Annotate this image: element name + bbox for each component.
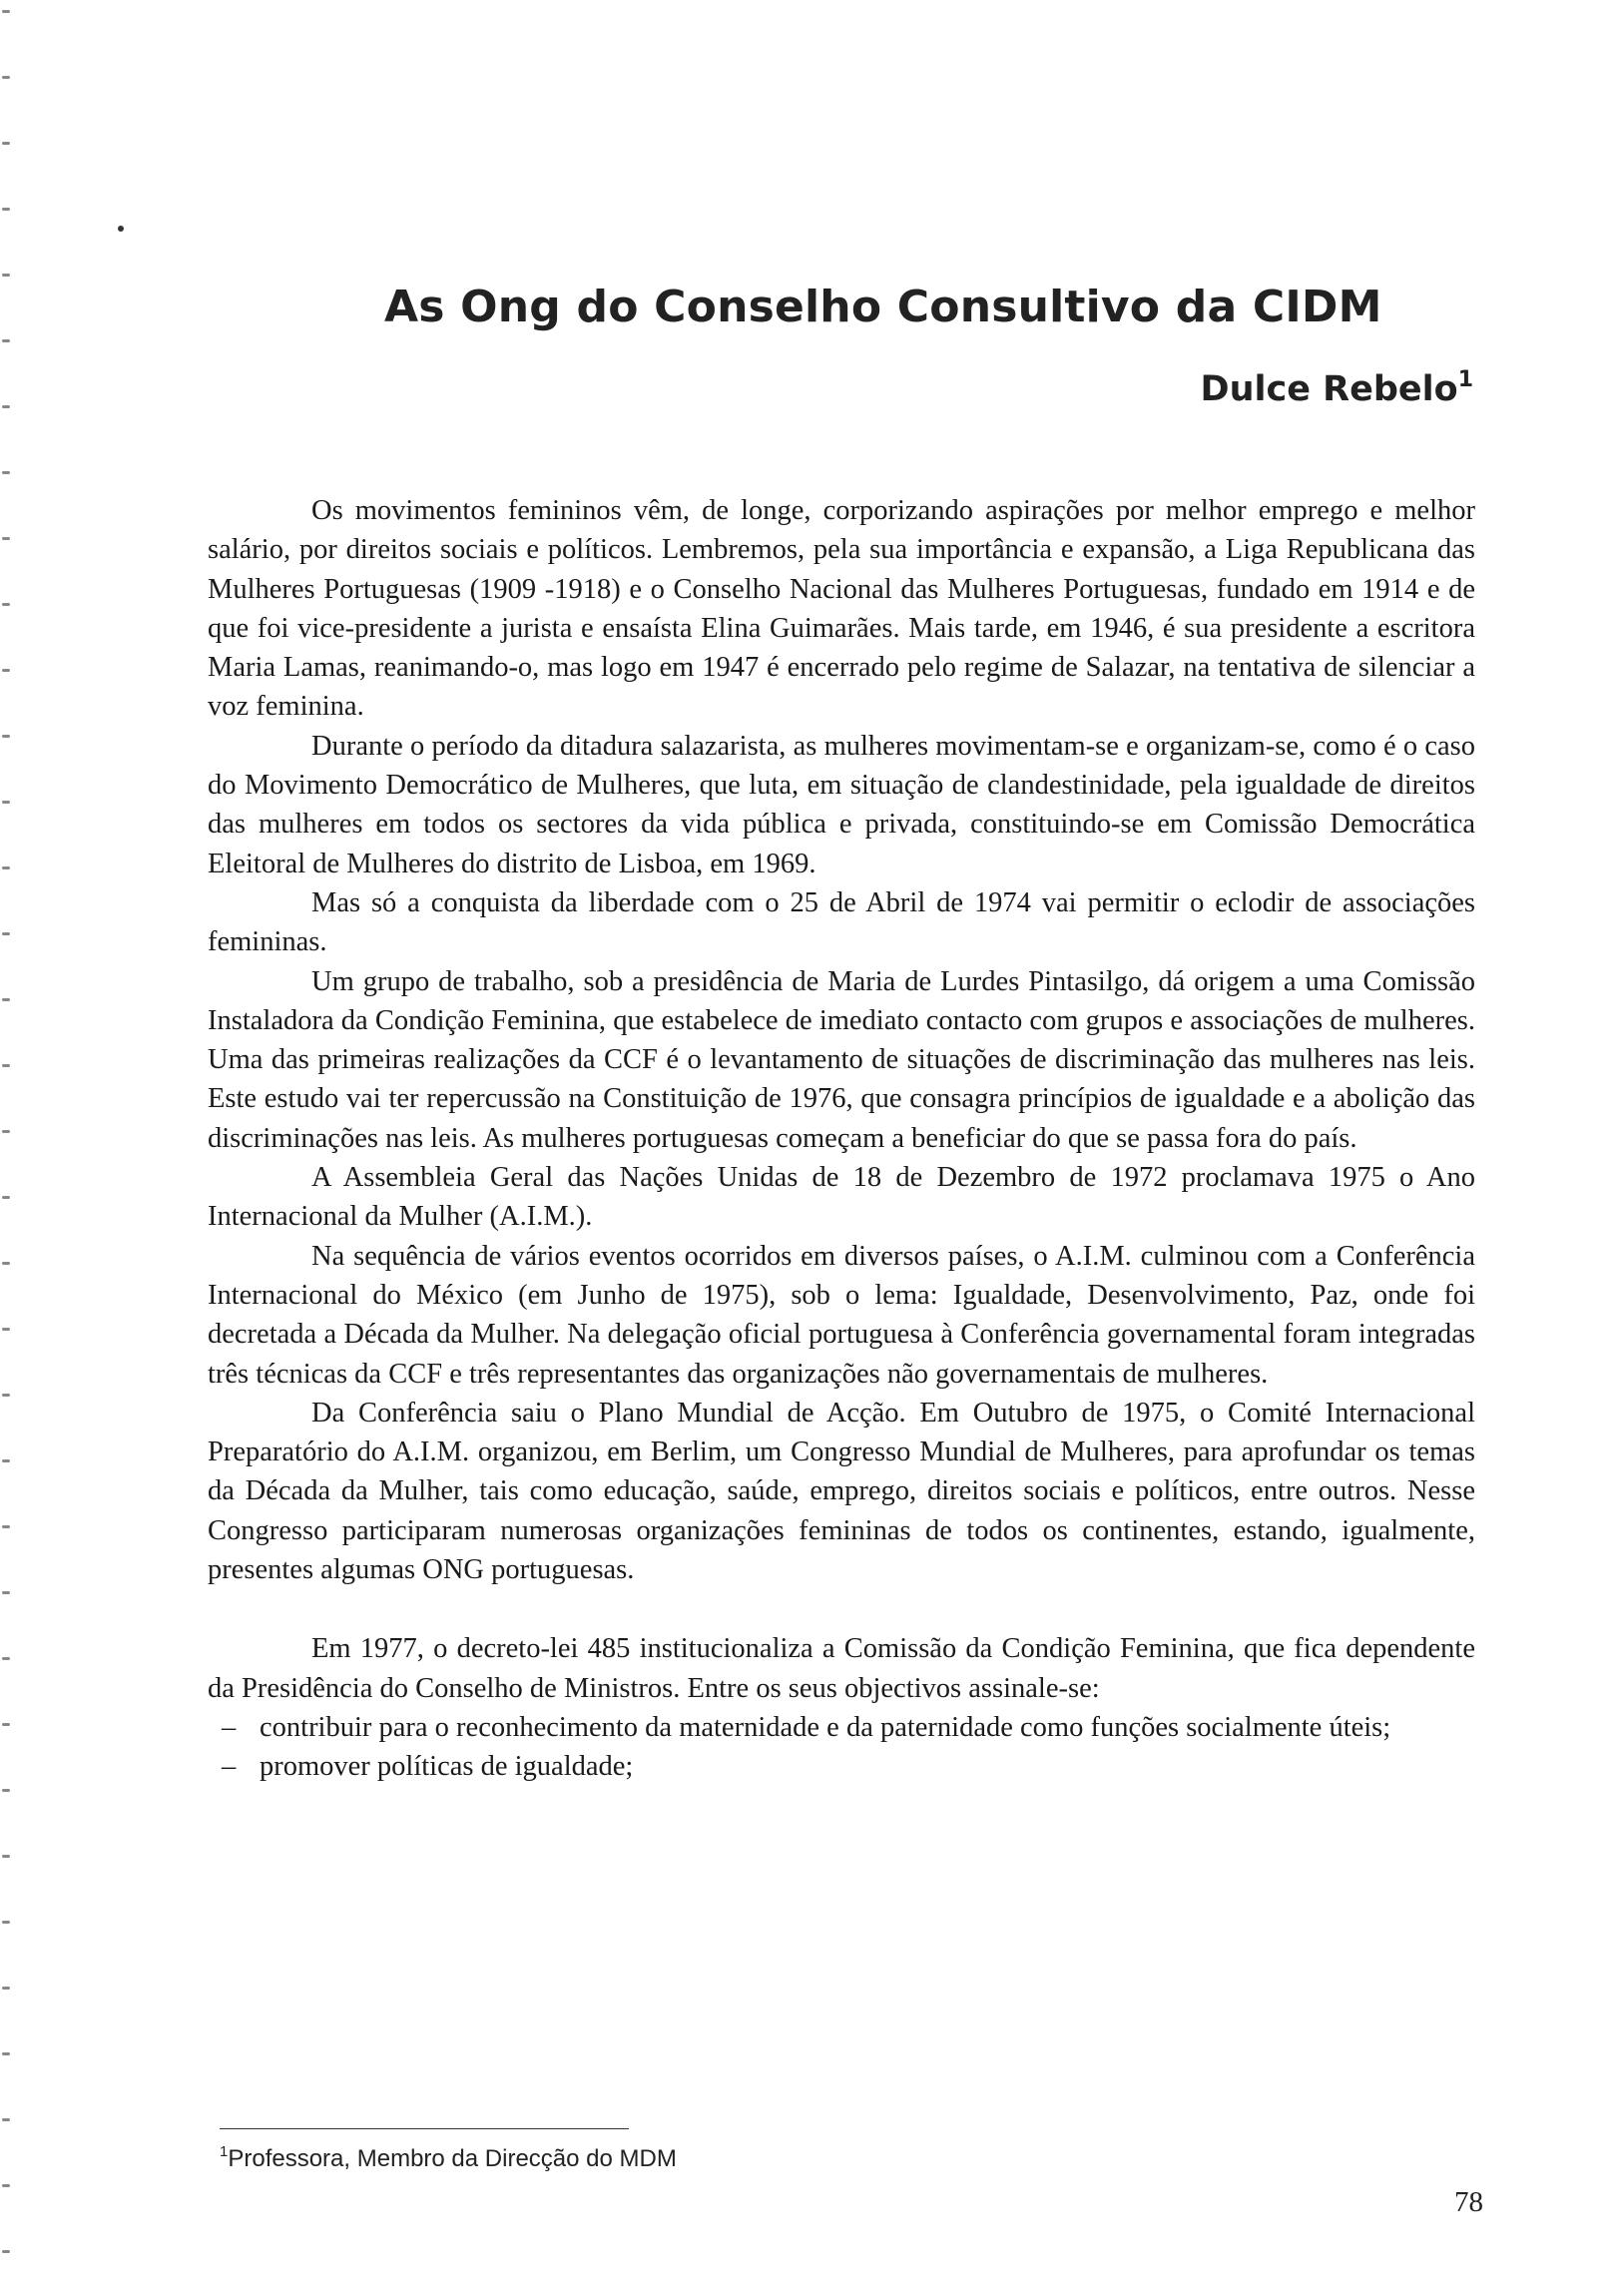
binding-mark [2, 998, 10, 1001]
list-item [208, 1747, 1475, 1786]
binding-mark [2, 471, 10, 474]
binding-mark [2, 1196, 10, 1199]
binding-mark [2, 2118, 10, 2121]
binding-mark [2, 1262, 10, 1265]
binding-mark [2, 1130, 10, 1133]
list-item [208, 1708, 1475, 1747]
binding-mark [2, 866, 10, 869]
paragraph-1: Os movimentos femininos vêm, de longe, corporizando aspirações por melhor emprego e melhor salário, por direitos sociais e políticos. Lembremos, pela sua importância e expansão, a Liga Republicana das Mulheres Portuguesas (1909 -1918) e o Conselho Nacional das Mulheres Portuguesas, fundado em 1914 e de que foi vice-presidente a jurista e ensaísta Elina Guimarães. Mais tarde, em 1946, é sua presidente a escritora Maria Lamas, reanimando-o, mas logo em 1947 é encerrado pelo regime de Salazar, na tentativa de silenciar a voz feminina. [208, 495, 1475, 723]
binding-mark [2, 1723, 10, 1726]
paragraph-3: Mas só a conquista da liberdade com o 25 de Abril de 1974 vai permitir o eclodir de associações femininas. [208, 886, 1475, 958]
binding-mark [2, 142, 10, 145]
binding-mark [2, 669, 10, 672]
footnote-separator [220, 2128, 629, 2129]
page-number: 78 [1454, 2186, 1483, 2218]
binding-mark [2, 2184, 10, 2187]
binding-mark [2, 274, 10, 277]
paragraph-5: A Assembleia Geral das Nações Unidas de 18 de Dezembro de 1972 proclamava 1975 o Ano Internacional da Mulher (A.I.M.). [208, 1162, 1475, 1233]
article-body [208, 491, 1475, 1787]
binding-mark [2, 1987, 10, 1990]
author-name: Dulce Rebelo [1200, 369, 1458, 409]
list-item-text: promover políticas de igualdade; [260, 1751, 634, 1783]
binding-mark [2, 1459, 10, 1462]
binding-mark [2, 801, 10, 804]
footnote-text: Professora, Membro da Direcção do MDM [228, 2145, 677, 2172]
author-footnote-mark: 1 [1457, 367, 1473, 392]
paragraph-6: Na sequência de vários eventos ocorridos em diversos países, o A.I.M. culminou com a Conferência Internacional do México (em Junho de 1975), sob o lema: Igualdade, Desenvolvimento, Paz, onde foi decretada a Década da Mulher. Na delegação oficial portuguesa à Conferência governamental foram integradas três técnicas da CCF e três representantes das organizações não governamentais de mulheres. [208, 1240, 1475, 1390]
binding-mark [2, 603, 10, 606]
article-title: As Ong do Conselho Consultivo da CIDM [384, 282, 1382, 332]
binding-mark [2, 1591, 10, 1594]
paragraph-2: Durante o período da ditadura salazarista, as mulheres movimentam-se e organizam-se, como é o caso do Movimento Democrático de Mulheres, que luta, em situação de clandestinidade, pela igualdade de direitos das mulheres em todos os sectores da vida pública e privada, constituindo-se em Comissão Democrática Eleitoral de Mulheres do distrito de Lisboa, em 1969. [208, 730, 1475, 879]
footnote [220, 2143, 677, 2173]
scan-speck [118, 226, 124, 232]
binding-mark [2, 2250, 10, 2253]
binding-mark [2, 76, 10, 79]
footnote-mark: 1 [220, 2143, 229, 2160]
article-author [1201, 367, 1473, 409]
binding-mark [2, 1789, 10, 1792]
paragraph-4: Um grupo de trabalho, sob a presidência de Maria de Lurdes Pintasilgo, dá origem a uma Comissão Instaladora da Condição Feminina, que estabelece de imediato contacto com grupos e associações de mulheres. Uma das primeiras realizações da CCF é o levantamento de situações de discriminação das mulheres nas leis. Este estudo vai ter repercussão na Constituição de 1976, que consagra princípios de igualdade e a abolição das discriminações nas leis. As mulheres portuguesas começam a beneficiar do que se passa fora do país. [208, 965, 1475, 1154]
binding-mark [2, 537, 10, 540]
list-item-text: contribuir para o reconhecimento da maternidade e da paternidade como funções socialmente úteis; [260, 1711, 1391, 1743]
binding-mark [2, 2052, 10, 2055]
paragraph-8: Em 1977, o decreto-lei 485 institucionaliza a Comissão da Condição Feminina, que fica dependente da Presidência do Conselho de Ministros. Entre os seus objectivos assinale-se: [208, 1633, 1475, 1704]
paragraph-7: Da Conferência saiu o Plano Mundial de Acção. Em Outubro de 1975, o Comité Internacional Preparatório do A.I.M. organizou, em Berlim, um Congresso Mundial de Mulheres, para aprofundar os temas da Década da Mulher, tais como educação, saúde, emprego, direitos sociais e políticos, entre outros. Nesse Congresso participaram numerosas organizações femininas de todos os continentes, estando, igualmente, presentes algumas ONG portuguesas. [208, 1397, 1475, 1586]
binding-mark [2, 10, 10, 13]
binding-mark [2, 1657, 10, 1660]
binding-mark [2, 1921, 10, 1924]
binding-mark [2, 1064, 10, 1067]
binding-mark [2, 1328, 10, 1331]
binding-mark [2, 405, 10, 408]
scan-binding-marks [0, 0, 14, 2296]
binding-mark [2, 339, 10, 342]
binding-mark [2, 932, 10, 935]
binding-mark [2, 1525, 10, 1528]
binding-mark [2, 1855, 10, 1858]
list-dash: – [222, 1711, 237, 1743]
objectives-list [208, 1708, 1475, 1787]
binding-mark [2, 1394, 10, 1397]
binding-mark [2, 735, 10, 738]
binding-mark [2, 208, 10, 211]
list-dash: – [222, 1751, 237, 1783]
